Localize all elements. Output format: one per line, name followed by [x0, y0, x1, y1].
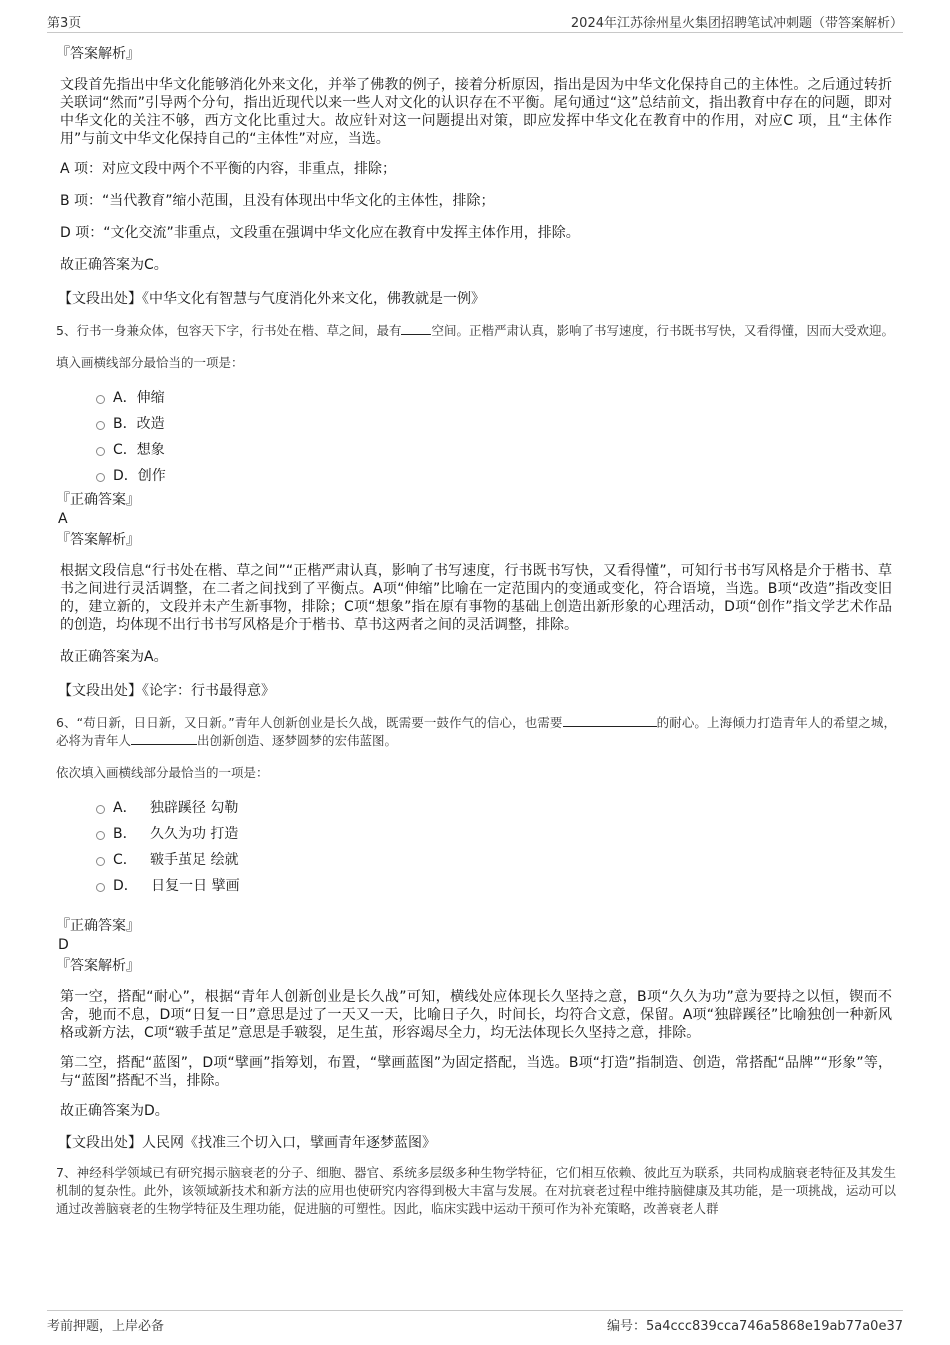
q4-analysis-option-d: D 项：“文化交流”非重点，文段重在强调中华文化应在教育中发挥主体作用，排除。	[60, 225, 580, 241]
option-label: D． 日复一日 擘画	[113, 878, 240, 894]
radio-icon[interactable]	[96, 857, 105, 866]
document-body	[56, 44, 896, 1218]
q7-stem: 7、神经科学领域已有研究揭示脑衰老的分子、细胞、器官、系统多层级多种生物学特征，它们相互依赖、彼此互为联系，共同构成脑衰老特征及其发生机制的复杂性。此外，该领域新技术和新方法的应用也使研究内容得到极大丰富与发展。在对抗衰老过程中维持脑健康及其功能，是一项挑战，运动可以通过改善脑衰老的生物学特征及生理功能，促进脑的可塑性。因此，临床实践中运动干预可作为补充策略，改善衰老人群	[56, 1165, 896, 1216]
correct-answer-label: 『正确答案』	[56, 492, 140, 508]
q6-stem	[56, 714, 896, 750]
q6-analysis-paragraph-2: 第二空，搭配“蓝图”，D项“擘画”指筹划，布置，“擘画蓝图”为固定搭配，当选。B项“打造”指制造、创造，常搭配“品牌”“形象”等，与“蓝图”搭配不当，排除。	[60, 1055, 892, 1089]
option-label: A． 独辟蹊径 勾勒	[113, 800, 239, 816]
q4-source: 【文段出处】《中华文化有智慧与气度消化外来文化，佛教就是一例》	[58, 291, 485, 307]
q6-option-a[interactable]	[96, 794, 896, 820]
q6-option-b[interactable]	[96, 820, 896, 846]
radio-icon[interactable]	[96, 421, 105, 430]
q5-prompt: 填入画横线部分最恰当的一项是：	[56, 355, 244, 370]
radio-icon[interactable]	[96, 805, 105, 814]
q5-stem	[56, 322, 896, 340]
option-label: D．创作	[113, 468, 166, 484]
analysis-label: 『答案解析』	[56, 532, 140, 548]
document-title: 2024年江苏徐州星火集团招聘笔试冲刺题（带答案解析）	[570, 16, 903, 31]
q5-stem-part-a: 5、行书一身兼众体，包容天下字，行书处在楷、草之间，最有	[56, 323, 402, 338]
radio-icon[interactable]	[96, 473, 105, 482]
analysis-label: 『答案解析』	[56, 958, 140, 974]
page-footer	[47, 1310, 903, 1335]
q5-option-d[interactable]	[96, 462, 896, 488]
q6-answer: D	[58, 937, 69, 953]
page-number: 第3页	[47, 16, 82, 31]
q6-blank-2	[131, 732, 197, 745]
q4-analysis-option-b: B 项：“当代教育”缩小范围，且没有体现出中华文化的主体性，排除；	[60, 193, 495, 209]
q6-stem-part-c: 出创新创造、逐梦圆梦的宏伟蓝图。	[197, 733, 398, 748]
q5-blank	[401, 322, 431, 335]
q5-source: 【文段出处】《论字：行书最得意》	[58, 683, 275, 699]
option-label: C． 皲手茧足 绘就	[113, 852, 239, 868]
q5-conclusion: 故正确答案为A。	[60, 649, 168, 665]
q5-option-c[interactable]	[96, 436, 896, 462]
q5-stem-part-b: 空间。正楷严肃认真，影响了书写速度，行书既书写快，又看得懂，因而大受欢迎。	[431, 323, 894, 338]
q5-option-a[interactable]	[96, 384, 896, 410]
radio-icon[interactable]	[96, 883, 105, 892]
q6-conclusion: 故正确答案为D。	[60, 1103, 169, 1119]
q6-source: 【文段出处】人民网《找准三个切入口，擘画青年逐梦蓝图》	[58, 1135, 436, 1151]
radio-icon[interactable]	[96, 831, 105, 840]
q6-prompt: 依次填入画横线部分最恰当的一项是：	[56, 765, 269, 780]
q6-stem-part-b: 的耐心。上海倾力打造青年人的希望之城，必将为青年人	[56, 715, 896, 748]
page-header	[47, 10, 903, 33]
radio-icon[interactable]	[96, 447, 105, 456]
footer-slogan: 考前押题，上岸必备	[47, 1319, 165, 1334]
option-label: A．伸缩	[113, 390, 165, 406]
q6-stem-part-a: 6、“苟日新，日日新，又日新。”青年人创新创业是长久战，既需要一鼓作气的信心，也需要	[56, 715, 563, 730]
document-id: 编号：5a4ccc839cca746a5868e19ab77a0e37	[607, 1319, 903, 1334]
q4-analysis-paragraph: 文段首先指出中华文化能够消化外来文化，并举了佛教的例子，接着分析原因，指出是因为中华文化保持自己的主体性。之后通过转折关联词“然而”引导两个分句，指出近现代以来一些人对文化的认识存在不平衡。尾句通过“这”总结前文，指出教育中存在的问题，即对中华文化的关注不够，西方文化比重过大。故应针对这一问题提出对策，即应发挥中华文化在教育中的作用，对应C 项，且“主体作用”与前文中华文化保持自己的“主体性”对应，当选。	[60, 77, 892, 147]
q6-blank-1	[563, 714, 657, 727]
q5-answer: A	[58, 511, 68, 527]
analysis-label: 『答案解析』	[56, 46, 140, 62]
option-label: B． 久久为功 打造	[113, 826, 239, 842]
q5-options	[56, 384, 896, 488]
radio-icon[interactable]	[96, 395, 105, 404]
q4-analysis-option-a: A 项：对应文段中两个不平衡的内容，非重点，排除；	[60, 161, 397, 177]
q6-option-d[interactable]	[96, 872, 896, 898]
option-label: B．改造	[113, 416, 165, 432]
q5-analysis-paragraph: 根据文段信息“行书处在楷、草之间”“正楷严肃认真，影响了书写速度，行书既书写快，又看得懂”，可知行书书写风格是介于楷书、草书之间进行灵活调整，在二者之间找到了平衡点。A项“伸缩”比喻在一定范围内的变通或变化，符合语境，当选。B项“改造”指改变旧的，建立新的，文段并未产生新事物，排除；C项“想象”指在原有事物的基础上创造出新形象的心理活动，D项“创作”指文学艺术作品的创造，均体现不出行书书写风格是介于楷书、草书这两者之间的灵活调整，排除。	[60, 563, 892, 633]
q4-conclusion: 故正确答案为C。	[60, 257, 168, 273]
q6-options	[56, 794, 896, 898]
q6-analysis-paragraph-1: 第一空，搭配“耐心”，根据“青年人创新创业是长久战”可知，横线处应体现长久坚持之意，B项“久久为功”意为要持之以恒，锲而不舍，驰而不息，D项“日复一日”意思是过了一天又一天，比喻日子久，时间长，均符合文意，保留。A项“独辟蹊径”比喻独创一种新风格或新方法，C项“皲手茧足”意思是手皲裂，足生茧，形容竭尽全力，均无法体现长久坚持之意，排除。	[60, 989, 892, 1041]
option-label: C．想象	[113, 442, 165, 458]
q6-option-c[interactable]	[96, 846, 896, 872]
q5-option-b[interactable]	[96, 410, 896, 436]
correct-answer-label: 『正确答案』	[56, 918, 140, 934]
